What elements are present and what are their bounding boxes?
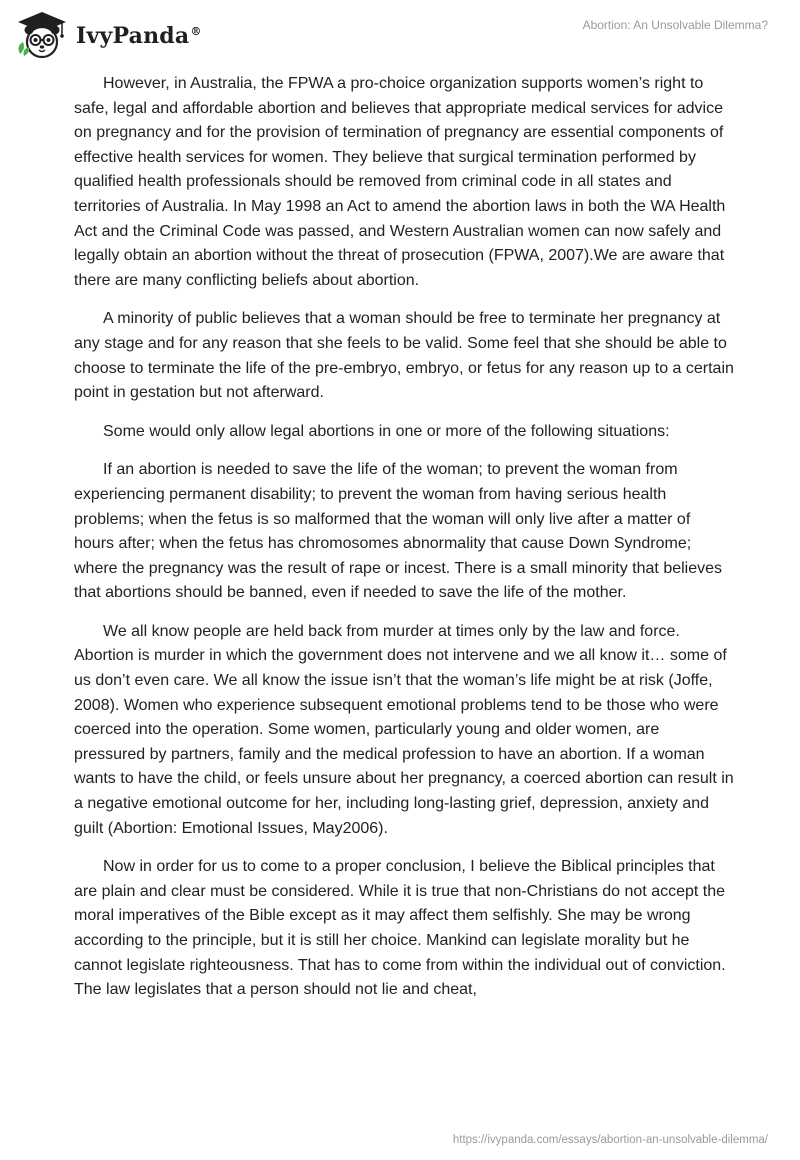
panda-graduate-icon (14, 8, 70, 60)
paragraph-3: Some would only allow legal abortions in one or more of the following situations: (103, 422, 670, 440)
paragraph-1: However, in Australia, the FPWA a pro-choice organization supports women’s right to safe, legal and affordable abortion and believes that appropriate medical services for advice on pregnancy and for the provision of termination of pregnancy are essential components of effective health services for women. They believe that surgical termination performed by qualified health professionals should be removed from criminal code in all states and territories of Australia. In May 1998 an Act to amend the abortion laws in both the WA Health Act and the Criminal Code was passed, and Western Australian women can now safely and legally obtain an abortion without the threat of prosecution (FPWA, 2007).We are aware that there are many conflicting beliefs about abortion. (74, 75, 726, 289)
essay-body (74, 72, 734, 1017)
document-title: Abortion: An Unsolvable Dilemma? (582, 18, 768, 32)
logo-wordmark: IvyPanda® (76, 23, 202, 49)
paragraph-6: Now in order for us to come to a proper conclusion, I believe the Biblical principles that are plain and clear must be considered. While it is true that non-Christians do not accept the moral imperatives of the Bible except as it may affect them selfishly. She may be wrong according to the principle, but it is still her choice. Mankind can legislate morality but he cannot legislate righteousness. That has to come from within the individual out of conviction. The law legislates that a person should not lie and cheat, (74, 858, 726, 999)
registered-mark: ® (190, 24, 202, 38)
paragraph-5: We all know people are held back from murder at times only by the law and force. Abortion is murder in which the government does not intervene and we all know it… some of us don’t even care. We all know the issue isn’t that the woman’s life might be at risk (Joffe, 2008). Women who experience subsequent emotional problems tend to be those who were coerced into the operation. Some women, particularly young and older women, are pressured by partners, family and the medical profession to have an abortion. If a woman wants to have the child, or feels unsure about her pregnancy, a coerced abortion can result in a negative emotional outcome for her, including long-lasting grief, depression, anxiety and guilt (Abortion: Emotional Issues, May2006). (74, 622, 734, 837)
ivypanda-logo[interactable] (14, 8, 202, 60)
paragraph-2: A minority of public believes that a woman should be free to terminate her pregnancy at any stage and for any reason that she feels to be valid. Some feel that she should be able to choose to terminate the life of the pre-embryo, embryo, or fetus for any reason up to a certain point in gestation but not afterward. (74, 310, 734, 402)
page-header (0, 0, 800, 70)
source-url[interactable]: https://ivypanda.com/essays/abortion-an-unsolvable-dilemma/ (452, 1134, 768, 1146)
paragraph-4: If an abortion is needed to save the life of the woman; to prevent the woman from experiencing permanent disability; to prevent the woman from having serious health problems; when the fetus is so malformed that the woman will only live after a matter of hours after; when the fetus has chromosomes abnormality that cause Down Syndrome; where the pregnancy was the result of rape or incest. There is a small minority that believes that abortions should be banned, even if needed to save the life of the mother. (74, 461, 723, 602)
